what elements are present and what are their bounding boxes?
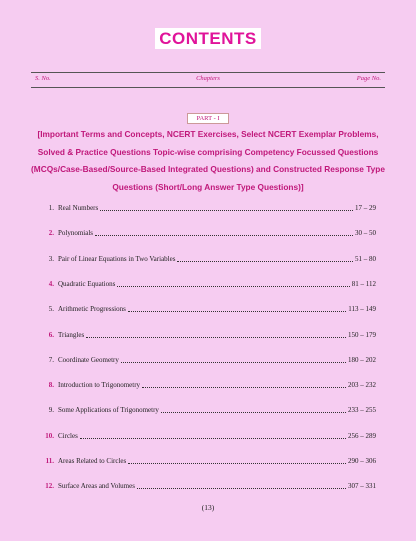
dot-leader [95,234,353,236]
chapter-number: 4. [48,279,54,288]
chapter-pages: 180 – 202 [348,355,376,364]
chapter-name: Circles [58,431,78,440]
description-line: Solved & Practice Questions Topic-wise comprising Competency Focussed Questions [37,146,379,157]
chapter-name: Introduction to Trigonometry [58,381,141,390]
chapter-number: 12. [45,482,54,491]
description-line: [Important Terms and Concepts, NCERT Exercises, Select NCERT Exemplar Problems, [37,129,379,139]
dot-leader [128,310,346,312]
page-number: (13) [201,503,215,512]
chapter-row[interactable] [40,201,376,213]
chapter-name: Areas Related to Circles [58,457,127,465]
dot-leader [80,437,346,439]
chapter-pages: 233 – 255 [348,406,376,415]
chapter-row[interactable] [40,454,376,466]
chapter-number: 3. [48,254,54,263]
chapter-name: Arithmetic Progressions [58,305,126,314]
dot-leader [142,386,346,388]
dot-leader [86,336,346,338]
part-label: PART - I [187,113,228,124]
chapter-row[interactable] [40,429,376,441]
description-line: Questions (Short/Long Answer Type Questions)] [112,181,304,192]
chapter-name: Triangles [58,330,85,339]
chapter-row[interactable] [40,403,376,415]
dot-leader [121,361,346,363]
chapter-name: Some Applications of Trigonometry [58,406,159,415]
chapter-row[interactable] [40,226,376,238]
dot-leader [100,209,353,211]
chapter-pages: 81 – 112 [351,279,376,288]
chapter-number: 2. [48,229,54,238]
chapter-name: Real Numbers [58,204,99,212]
dot-leader [161,411,346,413]
chapter-name: Pair of Linear Equations in Two Variables [58,254,176,263]
chapter-pages: 17 – 29 [355,204,376,212]
dot-leader [117,285,349,287]
chapter-row[interactable] [40,252,376,264]
chapter-row[interactable] [40,277,376,289]
chapter-name: Quadratic Equations [58,279,116,288]
chapter-number: 7. [48,355,54,364]
chapter-name: Coordinate Geometry [58,355,119,364]
chapter-number: 10. [45,431,54,440]
header-sno: S. No. [35,75,51,82]
chapter-row[interactable] [40,378,376,390]
header-chapters: Chapters [196,75,220,82]
chapter-pages: 30 – 50 [355,229,376,238]
chapter-pages: 203 – 232 [348,381,376,390]
chapter-number: 11. [45,457,54,465]
chapter-number: 9. [48,406,54,415]
chapter-number: 1. [48,204,54,212]
chapter-pages: 290 – 306 [348,457,376,465]
dot-leader [177,260,353,262]
chapter-number: 6. [48,330,54,339]
chapter-name: Polynomials [58,229,94,238]
chapter-pages: 256 – 289 [348,431,376,440]
chapter-row[interactable] [40,302,376,314]
chapter-pages: 150 – 179 [348,330,376,339]
dot-leader [128,462,346,464]
header-page: Page No. [356,75,381,82]
description-line: (MCQs/Case-Based/Source-Based Integrated Questions) and Constructed Response Type [31,164,385,174]
chapter-pages: 113 – 149 [348,305,376,314]
chapter-pages: 51 – 80 [355,254,376,263]
chapter-row[interactable] [40,328,376,340]
chapter-number: 5. [48,305,54,314]
chapter-row[interactable] [40,479,376,491]
chapter-name: Surface Areas and Volumes [58,482,135,491]
page-title: CONTENTS [155,28,261,49]
dot-leader [137,487,346,489]
chapter-pages: 307 – 331 [348,482,376,491]
chapter-row[interactable] [40,353,376,365]
chapter-number: 8. [48,381,54,390]
